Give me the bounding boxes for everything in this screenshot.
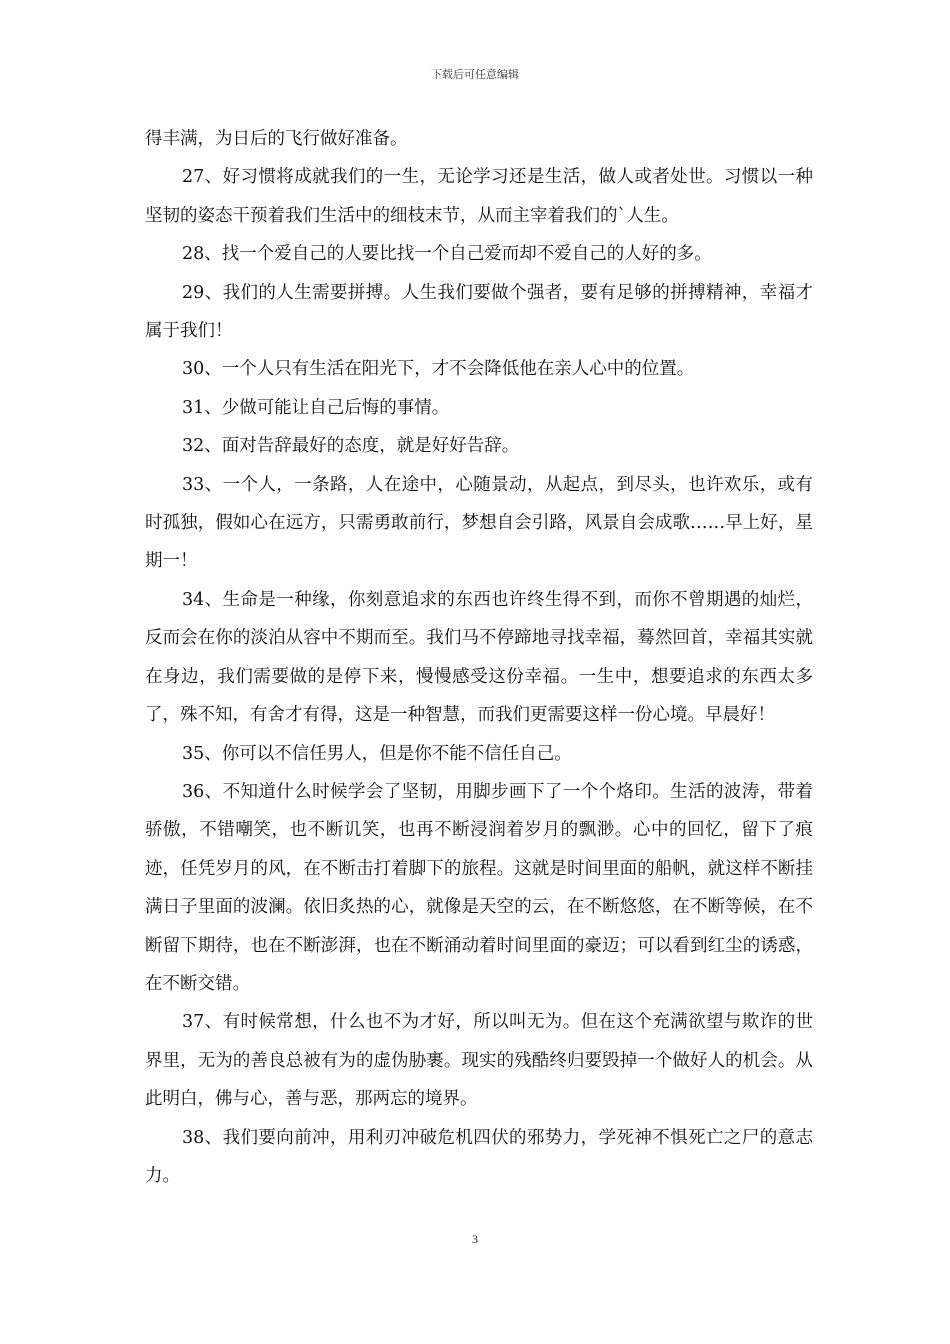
paragraph-30: 30、一个人只有生活在阳光下，才不会降低他在亲人心中的位置。 <box>182 359 695 380</box>
document-body <box>145 120 813 1195</box>
paragraph-28: 28、找一个爱自己的人要比找一个自己爱而却不爱自己的人好的多。 <box>182 244 712 265</box>
paragraph-32: 32、面对告辞最好的态度，就是好好告辞。 <box>182 436 520 457</box>
page-number: 3 <box>472 1232 478 1246</box>
paragraph-35: 35、你可以不信任男人，但是你不能不信任自己。 <box>182 743 572 764</box>
paragraph-34: 34、生命是一种缘，你刻意追求的东西也许终生得不到，而你不曾期遇的灿烂，反而会在你的淡泊从容中不期而至。我们马不停蹄地寻找幸福，蓦然回首，幸福其实就在身边，我们需要做的是停下来，慢慢感受这份幸福。一生中，想要追求的东西太多了，殊不知，有舍才有得，这是一种智慧，而我们更需要这样一份心境。早晨好！ <box>145 589 813 726</box>
page-header: 下载后可任意编辑 <box>431 68 519 81</box>
paragraph-36: 36、不知道什么时候学会了坚韧，用脚步画下了一个个烙印。生活的波涛，带着骄傲，不错嘲笑，也不断讥笑，也再不断浸润着岁月的飘渺。心中的回忆，留下了痕迹，任凭岁月的风，在不断击打着脚下的旅程。这就是时间里面的船帆，就这样不断挂满日子里面的波澜。依旧炙热的心，就像是天空的云，在不断悠悠，在不断等候，在不断留下期待，也在不断澎湃，也在不断涌动着时间里面的豪迈；可以看到红尘的诱惑，在不断交错。 <box>145 781 813 994</box>
paragraph-33: 33、一个人，一条路，人在途中，心随景动，从起点，到尽头，也许欢乐，或有时孤独，假如心在远方，只需勇敢前行，梦想自会引路，风景自会成歌……早上好，星期一！ <box>145 474 813 572</box>
paragraph-29: 29、我们的人生需要拼搏。人生我们要做个强者，要有足够的拼搏精神，幸福才属于我们！ <box>145 282 813 342</box>
paragraph-37: 37、有时候常想，什么也不为才好，所以叫无为。但在这个充满欲望与欺诈的世界里，无为的善良总被有为的虚伪胁裹。现实的残酷终归要毁掉一个做好人的机会。从此明白，佛与心，善与恶，那两忘的境界。 <box>145 1012 813 1110</box>
paragraph-38: 38、我们要向前冲，用利刃冲破危机四伏的邪势力，学死神不惧死亡之尸的意志力。 <box>145 1127 813 1186</box>
paragraph-27: 27、好习惯将成就我们的一生，无论学习还是生活，做人或者处世。习惯以一种坚韧的姿态干预着我们生活中的细枝末节，从而主宰着我们的`人生。 <box>145 167 813 226</box>
paragraph-31: 31、少做可能让自己后悔的事情。 <box>182 397 450 418</box>
paragraph-continuation: 得丰满，为日后的飞行做好准备。 <box>145 129 408 149</box>
